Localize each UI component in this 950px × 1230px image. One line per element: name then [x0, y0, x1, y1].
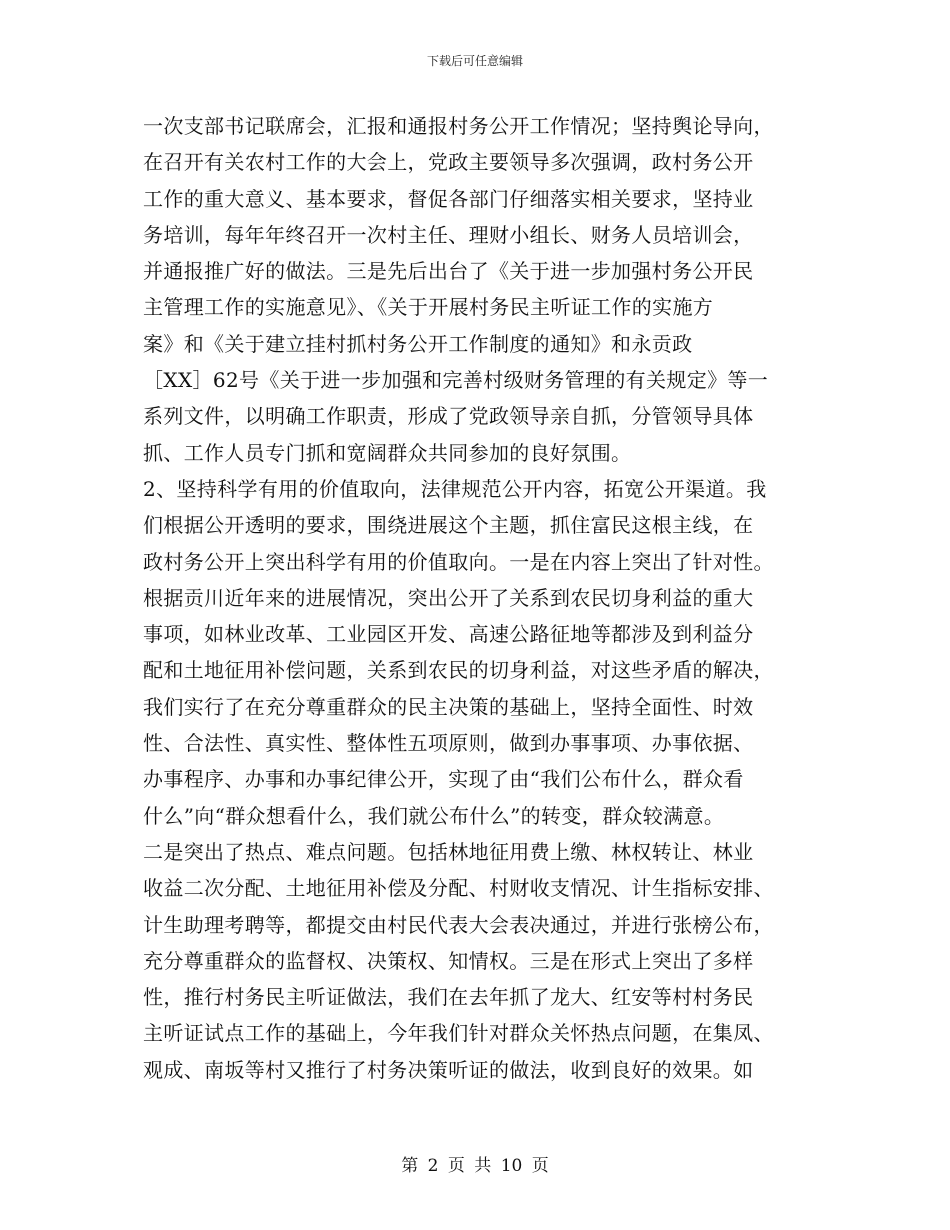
- body-line: 我们实行了在充分尊重群众的民主决策的基础上，坚持全面性、时效: [143, 694, 754, 719]
- body-line: 一次支部书记联席会，汇报和通报村务公开工作情况；坚持舆论导向，: [143, 114, 774, 138]
- body-line: 工作的重大意义、基本要求，督促各部门仔细落实相关要求，坚持业: [143, 186, 754, 211]
- body-line: 根据贡川近年来的进展情况，突出公开了关系到农民切身利益的重大: [143, 585, 754, 610]
- body-line: 事项，如林业改革、工业园区开发、高速公路征地等都涉及到利益分: [143, 622, 754, 647]
- body-line: 充分尊重群众的监督权、决策权、知情权。三是在形式上突出了多样: [143, 948, 754, 973]
- body-line: 收益二次分配、土地征用补偿及分配、村财收支情况、计生指标安排、: [143, 876, 774, 901]
- header-note: 下载后可任意编辑: [426, 54, 523, 68]
- body-line: 们根据公开透明的要求，围绕进展这个主题，抓住富民这根主线，在: [143, 513, 754, 538]
- page-number: 第 2 页 共 10 页: [401, 1156, 549, 1176]
- body-line: 并通报推广好的做法。三是先后出台了《关于进一步加强村务公开民: [143, 259, 754, 284]
- body-line: 务培训，每年年终召开一次村主任、理财小组长、财务人员培训会，: [143, 222, 754, 247]
- body-line: 政村务公开上突出科学有用的价值取向。一是在内容上突出了针对性。: [143, 549, 774, 574]
- body-line: 二是突出了热点、难点问题。包括林地征用费上缴、林权转让、林业: [143, 839, 754, 864]
- body-line: 配和土地征用补偿问题，关系到农民的切身利益，对这些矛盾的解决，: [143, 658, 774, 683]
- body-line: 主管理工作的实施意见》、《关于开展村务民主听证工作的实施方: [143, 295, 714, 320]
- document-body: [143, 108, 833, 1088]
- body-line: 性、合法性、真实性、整体性五项原则，做到办事事项、办事依据、: [143, 731, 754, 756]
- body-line: 主听证试点工作的基础上，今年我们针对群众关怀热点问题，在集凤、: [143, 1021, 774, 1046]
- body-line: 在召开有关农村工作的大会上，党政主要领导多次强调，政村务公开: [143, 150, 754, 175]
- body-line: ［XX］62号《关于进一步加强和完善村级财务管理的有关规定》等一: [143, 368, 769, 393]
- body-line: 抓、工作人员专门抓和宽阔群众共同参加的良好氛围。: [143, 440, 632, 465]
- body-line: 性，推行村务民主听证做法，我们在去年抓了龙大、红安等村村务民: [143, 985, 754, 1010]
- body-line: 计生助理考聘等，都提交由村民代表大会表决通过，并进行张榜公布，: [143, 912, 774, 937]
- body-line: 系列文件，以明确工作职责，形成了党政领导亲自抓，分管领导具体: [143, 404, 754, 429]
- body-line: 什么”向“群众想看什么，我们就公布什么”的转变，群众较满意。: [143, 803, 725, 828]
- body-line: 办事程序、办事和办事纪律公开，实现了由“我们公布什么，群众看: [143, 767, 744, 792]
- body-line: 观成、南坂等村又推行了村务决策听证的做法，收到良好的效果。如: [143, 1057, 754, 1082]
- body-line: 2、坚持科学有用的价值取向，法律规范公开内容，拓宽公开渠道。我: [143, 476, 767, 501]
- body-line: 案》和《关于建立挂村抓村务公开工作制度的通知》和永贡政: [143, 331, 693, 356]
